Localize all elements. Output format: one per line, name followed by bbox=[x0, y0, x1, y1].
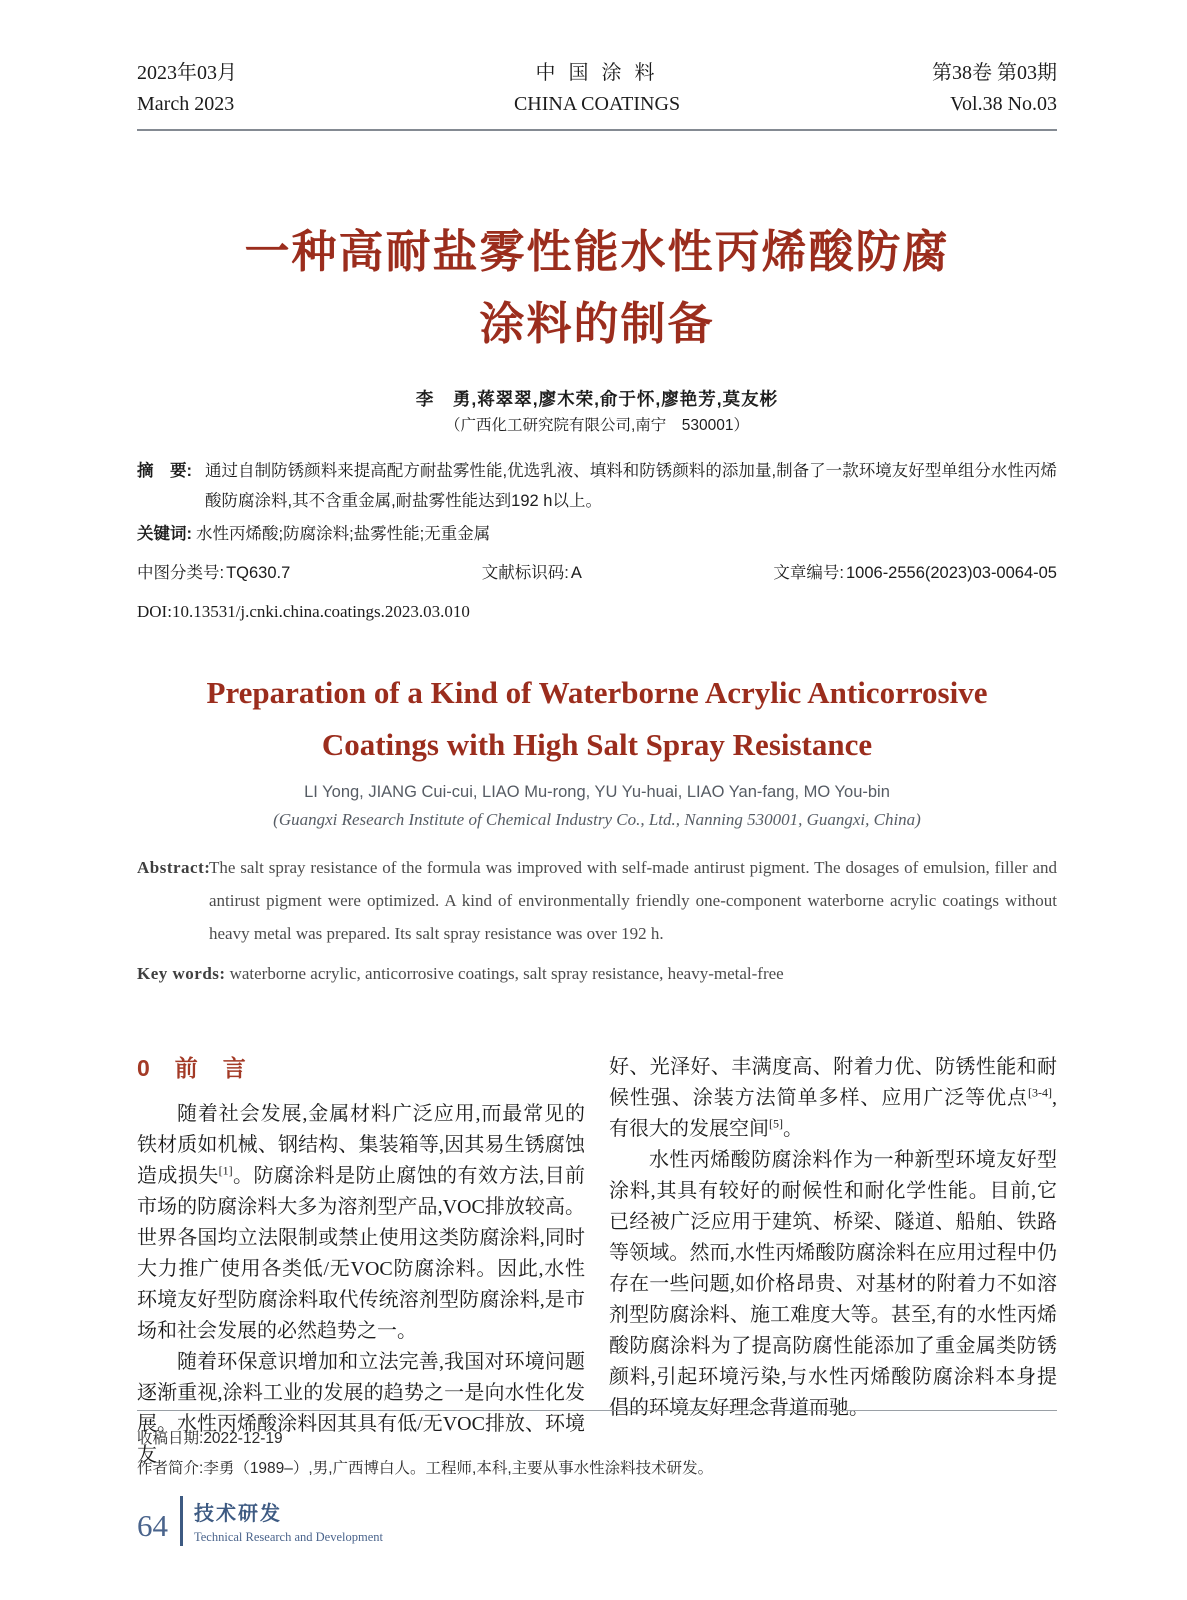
article-id: 文章编号: 1006-2556(2023)03-0064-05 bbox=[773, 563, 1057, 582]
article-body bbox=[137, 1052, 1057, 1471]
keywords-cn-text: 水性丙烯酸;防腐涂料;盐雾性能;无重金属 bbox=[196, 525, 491, 543]
front-matter-en bbox=[137, 851, 1057, 990]
page-header bbox=[137, 58, 1057, 131]
affiliation-cn: （广西化工研究院有限公司,南宁 530001） bbox=[444, 417, 750, 434]
keywords-cn bbox=[137, 520, 1057, 550]
abstract-cn bbox=[137, 457, 1057, 516]
body-column-right bbox=[609, 1052, 1057, 1471]
article-title-cn-line1: 一种高耐盐雾性能水性丙烯酸防腐 bbox=[244, 226, 950, 277]
header-issue-cn: 第38卷 第03期 bbox=[932, 62, 1058, 84]
keywords-cn-label: 关键词: bbox=[137, 525, 192, 543]
header-date-cn: 2023年03月 bbox=[137, 62, 237, 84]
header-issue bbox=[750, 58, 1057, 120]
body-paragraph: 好、光泽好、丰满度高、附着力优、防锈性能和耐候性强、涂装方法简单多样、应用广泛等优点[3-4],有很大的发展空间[5]。 bbox=[609, 1056, 1057, 1140]
abstract-cn-label: 摘 要: bbox=[137, 462, 192, 480]
abstract-en bbox=[137, 851, 1057, 950]
header-journal-cn: 中 国 涂 料 bbox=[535, 62, 659, 84]
citation-ref: [3-4] bbox=[1028, 1085, 1052, 1100]
page-footer bbox=[137, 1496, 383, 1546]
clc-number: 中图分类号: TQ630.7 bbox=[137, 563, 291, 582]
author-bio: 作者简介:李勇（1989–）,男,广西博白人。工程师,本科,主要从事水性涂料技术研发。 bbox=[137, 1460, 714, 1477]
header-journal bbox=[444, 58, 751, 120]
header-issue-en: Vol.38 No.03 bbox=[950, 93, 1058, 115]
authors-cn: 李 勇,蒋翠翠,廖木荣,俞于怀,廖艳芳,莫友彬 bbox=[415, 389, 779, 409]
received-date: 收稿日期:2022-12-19 bbox=[137, 1430, 283, 1447]
body-column-left bbox=[137, 1052, 585, 1471]
citation-ref: [1] bbox=[218, 1163, 233, 1178]
abstract-cn-text: 通过自制防锈颜料来提高配方耐盐雾性能,优选乳液、填料和防锈颜料的添加量,制备了一款环境友好型单组分水性丙烯酸防腐涂料,其不含重金属,耐盐雾性能达到192 h以上。 bbox=[205, 462, 1057, 510]
body-paragraph: 随着社会发展,金属材料广泛应用,而最常见的铁材质如机械、钢结构、集装箱等,因其易生锈腐蚀造成损失[1]。防腐涂料是防止腐蚀的有效方法,目前市场的防腐涂料大多为溶剂型产品,VOC排放较高。世界各国均立法限制或禁止使用这类防腐涂料,同时大力推广使用各类低/无VOC防腐涂料。因此,水性环境友好型防腐涂料取代传统溶剂型防腐涂料,是市场和社会发展的必然趋势之一。 bbox=[137, 1103, 586, 1342]
footnote bbox=[137, 1410, 1057, 1484]
classification-row bbox=[137, 559, 1057, 589]
footer-section-en: Technical Research and Development bbox=[194, 1530, 383, 1544]
body-paragraph: 随着环保意识增加和立法完善,我国对环境问题逐渐重视,涂料工业的发展的趋势之一是向水性化发展。水性丙烯酸涂料因其具有低/无VOC排放、环境友 bbox=[137, 1351, 585, 1466]
doi: DOI:10.13531/j.cnki.china.coatings.2023.03.010 bbox=[137, 602, 470, 621]
footer-section bbox=[194, 1496, 383, 1546]
body-paragraph: 水性丙烯酸防腐涂料作为一种新型环境友好型涂料,其具有较好的耐候性和耐化学性能。目前,它已经被广泛应用于建筑、桥梁、隧道、船舶、铁路等领域。然而,水性丙烯酸防腐涂料在应用过程中仍存在一些问题,如价格昂贵、对基材的附着力不如溶剂型防腐涂料、施工难度大等。甚至,有的水性丙烯酸防腐涂料为了提高防腐性能添加了重金属类防锈颜料,引起环境污染,与水性丙烯酸防腐涂料本身提倡的环境友好理念背道而驰。 bbox=[609, 1149, 1057, 1419]
footer-section-cn: 技术研发 bbox=[194, 1503, 282, 1525]
abstract-en-text: The salt spray resistance of the formula was improved with self-made antirust pigment. The dosages of emulsion, filler and antirust pigment were optimized. A kind of environmentally friendly one-component waterborne acrylic coatings without heavy metal was prepared. Its salt spray resistance was over 192 h. bbox=[209, 858, 1057, 943]
keywords-en bbox=[137, 957, 1057, 990]
footer-divider bbox=[180, 1496, 183, 1546]
abstract-en-label: Abstract: bbox=[137, 858, 211, 877]
article-title-cn-line2: 涂料的制备 bbox=[479, 298, 715, 349]
article-title-en bbox=[137, 667, 1057, 771]
header-date bbox=[137, 58, 444, 120]
section-heading: 0 前 言 bbox=[137, 1055, 247, 1081]
document-code: 文献标识码: A bbox=[481, 563, 582, 582]
affiliation-en: (Guangxi Research Institute of Chemical Industry Co., Ltd., Nanning 530001, Guangxi, China) bbox=[273, 810, 921, 829]
keywords-en-label: Key words: bbox=[137, 964, 226, 983]
keywords-en-text: waterborne acrylic, anticorrosive coatings, salt spray resistance, heavy-metal-free bbox=[229, 964, 784, 983]
authors-en: LI Yong, JIANG Cui-cui, LIAO Mu-rong, YU Yu-huai, LIAO Yan-fang, MO You-bin bbox=[304, 783, 890, 801]
front-matter-cn bbox=[137, 457, 1057, 627]
article-title-en-line1: Preparation of a Kind of Waterborne Acrylic Anticorrosive bbox=[206, 675, 988, 710]
header-journal-en: CHINA COATINGS bbox=[513, 93, 681, 115]
page-number: 64 bbox=[137, 1508, 168, 1543]
article-title-en-line2: Coatings with High Salt Spray Resistance bbox=[321, 727, 873, 762]
article-title-cn bbox=[137, 216, 1057, 360]
header-date-en: March 2023 bbox=[137, 93, 235, 115]
citation-ref: [5] bbox=[769, 1116, 783, 1131]
